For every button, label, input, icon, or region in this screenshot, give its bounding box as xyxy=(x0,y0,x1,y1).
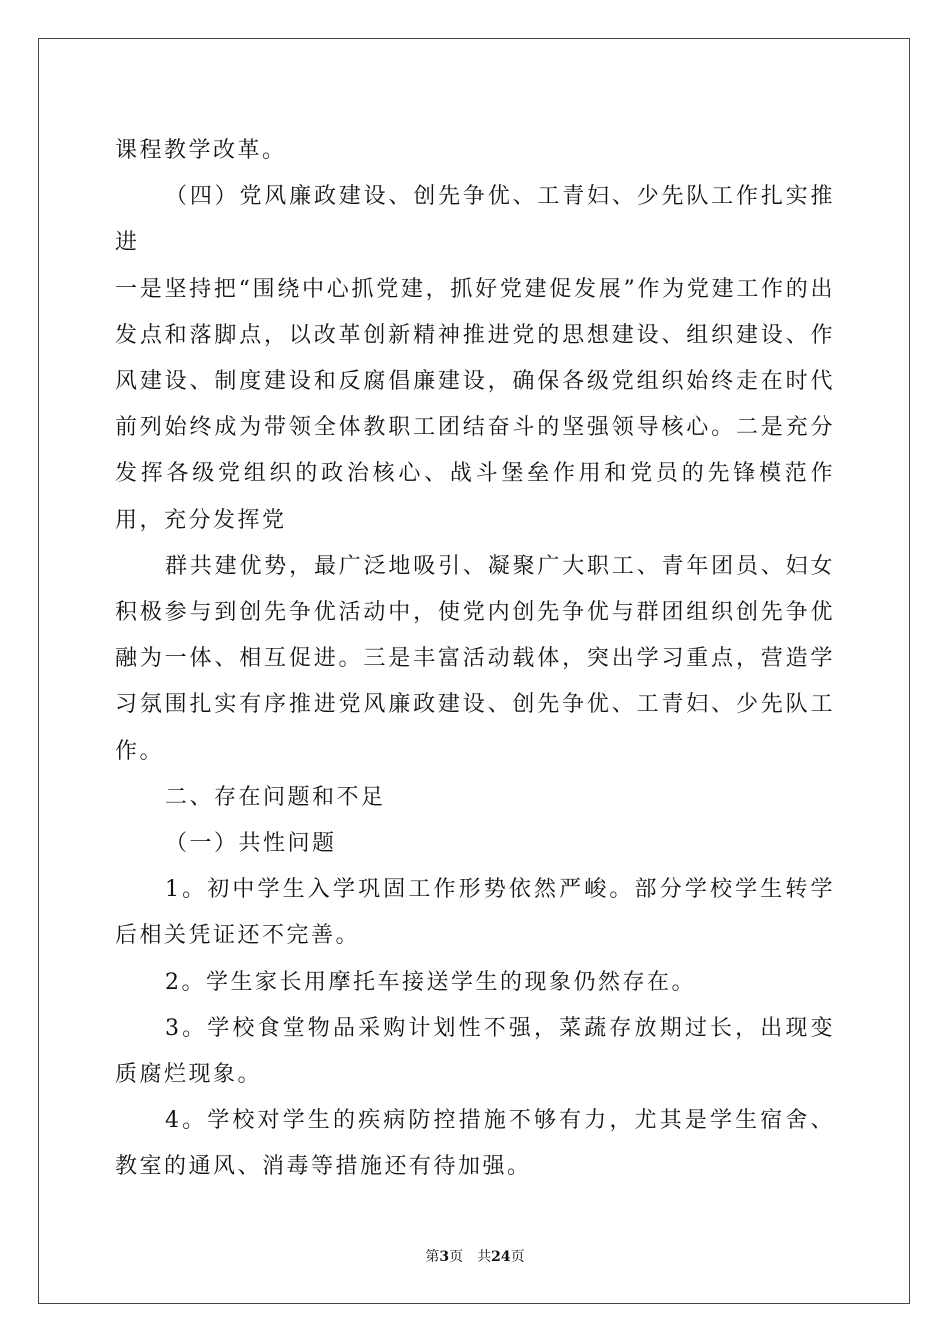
section-heading-problems: 二、存在问题和不足 xyxy=(165,784,386,810)
paragraph-mass-organizations: 群共建优势，最广泛地吸引、凝聚广大职工、青年团员、妇女积极参与到创先争优活动中，使党内创先争优与群团组织创先争优融为一体、相互促进。三是丰富活动载体，突出学习重点，营造学习氛围扎实有序推进党风廉政建设、创先争优、工青妇、少先队工作。 xyxy=(115,553,835,764)
paragraph-1: 课程教学改革。 xyxy=(115,138,287,163)
list-item-4: 4。学校对学生的疾病防控措施不够有力，尤其是学生宿舍、教室的通风、消毒等措施还有待加强。 xyxy=(115,1108,835,1180)
list-item-3: 3。学校食堂物品采购计划性不强，菜蔬存放期过长，出现变质腐烂现象。 xyxy=(115,1015,835,1088)
paragraph-party-building: 一是坚持把“围绕中心抓党建，抓好党建促发展”作为党建工作的出发点和落脚点，以改革创新精神推进党的思想建设、组织建设、作风建设、制度建设和反腐倡廉建设，确保各级党组织始终走在时代前列始终成为带领全体教职工团结奋斗的坚强领导核心。二是充分发挥各级党组织的政治核心、战斗堡垒作用和党员的先锋模范作用，充分发挥党 xyxy=(115,276,835,533)
document-body xyxy=(115,128,835,1191)
total-pages: 24 xyxy=(491,1249,511,1265)
total-label-prefix: 共 xyxy=(477,1249,492,1265)
page-label-prefix: 第 xyxy=(425,1249,440,1265)
list-item-2: 2。学生家长用摩托车接送学生的现象仍然存在。 xyxy=(165,969,696,995)
section-heading-4: （四）党风廉政建设、创先争优、工青妇、少先队工作扎实推进 xyxy=(115,184,835,256)
total-label-suffix: 页 xyxy=(510,1249,525,1265)
subsection-heading-common-issues: （一）共性问题 xyxy=(165,831,337,857)
page-footer xyxy=(0,1247,950,1267)
list-item-1: 1。初中学生入学巩固工作形势依然严峻。部分学校学生转学后相关凭证还不完善。 xyxy=(115,877,835,949)
page-number: 3 xyxy=(439,1249,450,1265)
page-label-suffix: 页 xyxy=(449,1249,464,1265)
